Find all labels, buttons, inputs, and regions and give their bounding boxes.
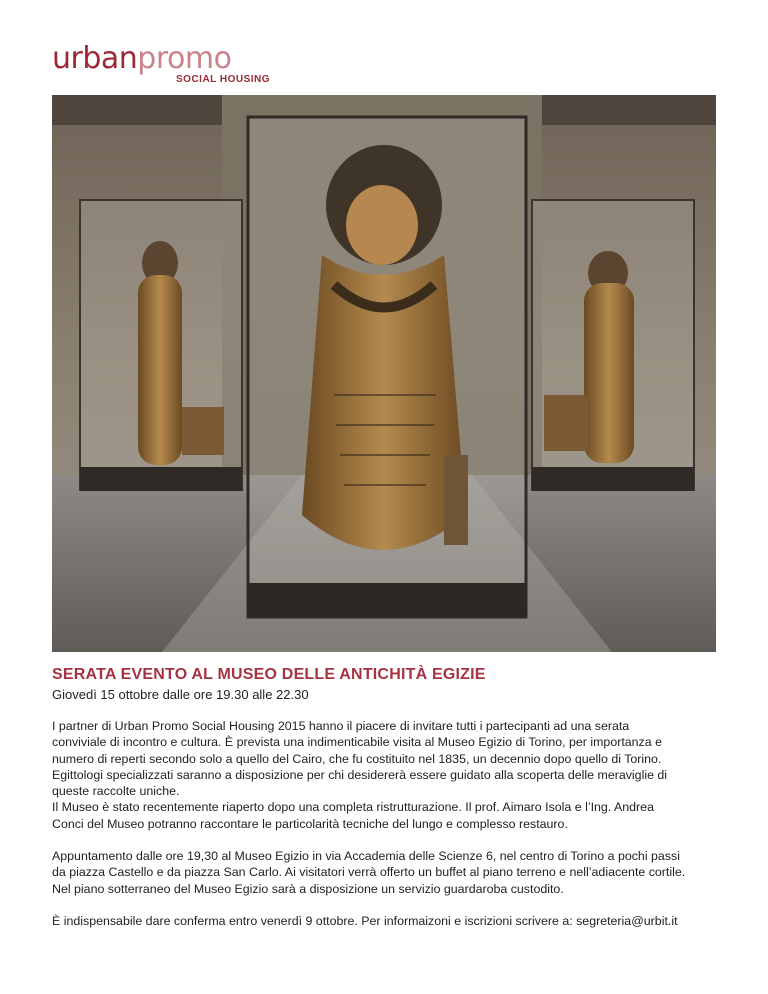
event-description [52, 718, 716, 945]
event-date: Giovedì 15 ottobre dalle ore 19.30 alle 22.30 [52, 687, 309, 702]
logo-word-urban: urban [52, 41, 138, 76]
logo-subline: SOCIAL HOUSING [176, 74, 271, 85]
event-title: SERATA EVENTO AL MUSEO DELLE ANTICHITÀ EGIZIE [52, 666, 486, 683]
logo-wordmark [52, 41, 232, 76]
museum-photo [52, 95, 716, 652]
urbanpromo-logo [52, 41, 271, 85]
paragraph-confirmation: È indispensabile dare conferma entro venerdì 9 ottobre. Per informaizoni e iscrizioni scrivere a: segreteria@urbit.it [52, 913, 678, 928]
paragraph-invitation: I partner di Urban Promo Social Housing 2015 hanno il piacere di invitare tutti i partecipanti ad una serata conviviale di incontro e cultura. È prevista una indimenticabile visita al Museo Egizio di Torino, per importanza e numero di reperti secondo solo a quello del Cairo, che fu costituito nel 1835, un decennio dopo quello di Torino. Egittologi specializzati saranno a disposizione per chi desidererà essere guidato alla scoperta delle meraviglie di queste raccolte uniche. Il Museo è stato recentemente riaperto dopo una completa ristrutturazione. Il prof. Aimaro Isola e l’Ing. Andrea Conci del Museo potranno raccontare le particolarità tecniche del lungo e complesso restauro. [52, 719, 668, 831]
logo-word-promo: promo [137, 41, 232, 76]
paragraph-appointment: Appuntamento dalle ore 19,30 al Museo Egizio in via Accademia delle Scienze 6, nel centro di Torino a pochi passi da piazza Castello e da piazza San Carlo. Ai visitatori verrà offerto un buffet al piano terreno e nell’adiacente cortile. Nel piano sotterraneo del Museo Egizio sarà a disposizione un servizio guardaroba custodito. [52, 849, 686, 896]
